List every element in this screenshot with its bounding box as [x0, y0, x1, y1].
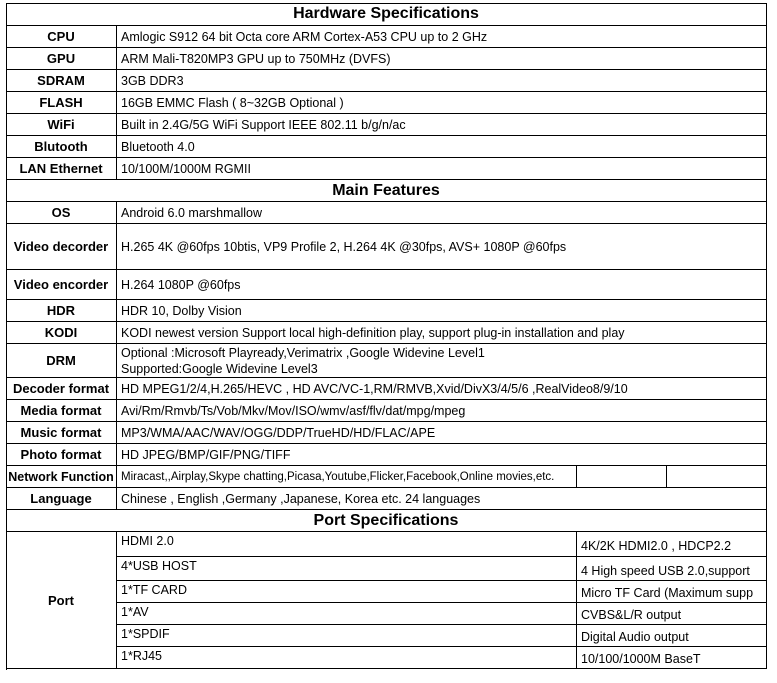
port-spec-rj45: 10/100/1000M BaseT — [577, 647, 767, 669]
row-value-language: Chinese , English ,Germany ,Japanese, Korea etc. 24 languages — [117, 488, 767, 510]
drm-supported-text: Supported:Google Widevine Level3 — [121, 361, 318, 376]
row-label-network-function: Network Function — [6, 466, 117, 488]
row-label-os: OS — [6, 202, 117, 224]
row-label-decoder-format: Decoder format — [6, 378, 117, 400]
row-value-music-format: MP3/WMA/AAC/WAV/OGG/DDP/TrueHD/HD/FLAC/APE — [117, 422, 767, 444]
row-value-drm — [117, 344, 767, 378]
row-value-cpu: Amlogic S912 64 bit Octa core ARM Cortex-A53 CPU up to 2 GHz — [117, 26, 767, 48]
row-label-kodi: KODI — [6, 322, 117, 344]
row-label-wifi: WiFi — [6, 114, 117, 136]
row-value-gpu: ARM Mali-T820MP3 GPU up to 750MHz (DVFS) — [117, 48, 767, 70]
row-label-gpu: GPU — [6, 48, 117, 70]
row-value-decoder-format: HD MPEG1/2/4,H.265/HEVC , HD AVC/VC-1,RM/RMVB,Xvid/DivX3/4/5/6 ,RealVideo8/9/10 — [117, 378, 767, 400]
network-function-empty-cell-2 — [667, 466, 767, 488]
row-label-drm: DRM — [6, 344, 117, 378]
row-value-network-function: Miracast,,Airplay,Skype chatting,Picasa,Youtube,Flicker,Facebook,Online movies,etc. — [117, 466, 577, 488]
port-name-hdmi: HDMI 2.0 — [117, 532, 577, 557]
port-name-spdif: 1*SPDIF — [117, 625, 577, 647]
row-value-kodi: KODI newest version Support local high-definition play, support plug-in installation and play — [117, 322, 767, 344]
row-label-port: Port — [6, 532, 117, 669]
row-label-video-decoder: Video decorder — [6, 224, 117, 270]
row-value-hdr: HDR 10, Dolby Vision — [117, 300, 767, 322]
row-label-sdram: SDRAM — [6, 70, 117, 92]
row-value-bluetooth: Bluetooth 4.0 — [117, 136, 767, 158]
row-label-flash: FLASH — [6, 92, 117, 114]
row-value-lan: 10/100M/1000M RGMII — [117, 158, 767, 180]
port-spec-av: CVBS&L/R output — [577, 603, 767, 625]
network-function-empty-cell — [577, 466, 667, 488]
port-spec-tf-card: Micro TF Card (Maximum supp — [577, 581, 767, 603]
drm-optional-text: Optional :Microsoft Playready,Verimatrix ,Google Widevine Level1 — [121, 345, 485, 360]
row-label-bluetooth: Blutooth — [6, 136, 117, 158]
row-value-flash: 16GB EMMC Flash ( 8~32GB Optional ) — [117, 92, 767, 114]
row-label-music-format: Music format — [6, 422, 117, 444]
row-value-video-encoder: H.264 1080P @60fps — [117, 270, 767, 300]
row-label-cpu: CPU — [6, 26, 117, 48]
row-label-video-encoder: Video encorder — [6, 270, 117, 300]
port-spec-usb: 4 High speed USB 2.0,support — [577, 557, 767, 581]
row-label-photo-format: Photo format — [6, 444, 117, 466]
row-label-lan: LAN Ethernet — [6, 158, 117, 180]
port-spec-spdif: Digital Audio output — [577, 625, 767, 647]
row-value-wifi: Built in 2.4G/5G WiFi Support IEEE 802.11 b/g/n/ac — [117, 114, 767, 136]
section-header-hardware: Hardware Specifications — [6, 3, 767, 26]
row-value-photo-format: HD JPEG/BMP/GIF/PNG/TIFF — [117, 444, 767, 466]
port-name-rj45: 1*RJ45 — [117, 647, 577, 669]
row-value-video-decoder: H.265 4K @60fps 10btis, VP9 Profile 2, H.264 4K @30fps, AVS+ 1080P @60fps — [117, 224, 767, 270]
port-name-av: 1*AV — [117, 603, 577, 625]
row-label-hdr: HDR — [6, 300, 117, 322]
row-label-language: Language — [6, 488, 117, 510]
row-value-media-format: Avi/Rm/Rmvb/Ts/Vob/Mkv/Mov/ISO/wmv/asf/flv/dat/mpg/mpeg — [117, 400, 767, 422]
section-header-ports: Port Specifications — [6, 510, 767, 532]
section-header-features: Main Features — [6, 180, 767, 202]
row-label-media-format: Media format — [6, 400, 117, 422]
row-value-sdram: 3GB DDR3 — [117, 70, 767, 92]
port-name-usb: 4*USB HOST — [117, 557, 577, 581]
port-name-tf-card: 1*TF CARD — [117, 581, 577, 603]
row-value-os: Android 6.0 marshmallow — [117, 202, 767, 224]
port-spec-hdmi: 4K/2K HDMI2.0 , HDCP2.2 — [577, 532, 767, 557]
